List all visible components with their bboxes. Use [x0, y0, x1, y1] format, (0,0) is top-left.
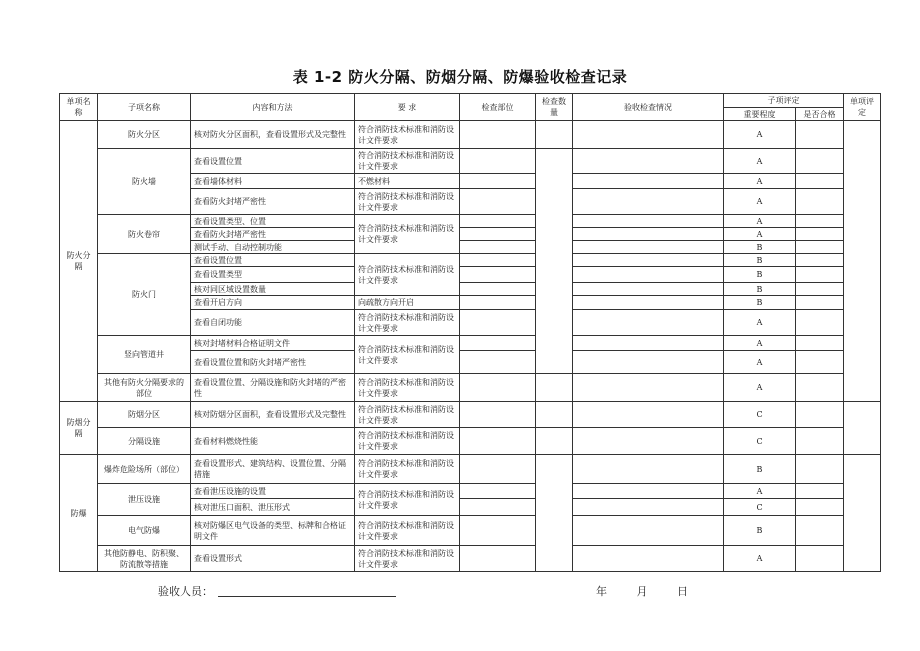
situation-cell[interactable]	[573, 267, 724, 283]
sub-fire-zone: 防火分区	[98, 121, 191, 149]
requirement-cell: 符合消防技术标准和消防设计文件要求	[355, 215, 460, 254]
location-cell[interactable]	[460, 310, 536, 336]
importance-cell: A	[724, 215, 796, 228]
importance-cell: B	[724, 455, 796, 484]
table-row	[60, 374, 881, 402]
qualified-cell[interactable]	[796, 455, 844, 484]
header-qualified: 是否合格	[796, 108, 844, 121]
content-cell: 查看设置类型	[191, 267, 355, 283]
sub-electric: 电气防爆	[98, 516, 191, 546]
importance-cell: B	[724, 254, 796, 267]
content-cell: 查看设置位置、分隔设施和防火封堵的严密性	[191, 374, 355, 402]
content-cell: 核对泄压口面积、泄压形式	[191, 499, 355, 516]
requirement-cell: 符合消防技术标准和消防设计文件要求	[355, 402, 460, 428]
location-cell[interactable]	[460, 267, 536, 283]
table-row	[60, 121, 881, 149]
content-cell: 核对防爆区电气设备的类型、标牌和合格证明文件	[191, 516, 355, 546]
content-cell: 查看防火封堵严密性	[191, 228, 355, 241]
location-cell[interactable]	[460, 516, 536, 546]
quantity-cell[interactable]	[536, 455, 573, 572]
sub-explosive-site: 爆炸危险场所（部位）	[98, 455, 191, 484]
inspection-table	[59, 93, 881, 572]
requirement-cell: 符合消防技术标准和消防设计文件要求	[355, 516, 460, 546]
location-cell[interactable]	[460, 174, 536, 189]
situation-cell[interactable]	[573, 174, 724, 189]
sub-relief: 泄压设施	[98, 484, 191, 516]
situation-cell[interactable]	[573, 546, 724, 572]
importance-cell: B	[724, 516, 796, 546]
location-cell[interactable]	[460, 336, 536, 351]
situation-cell[interactable]	[573, 189, 724, 215]
requirement-cell: 符合消防技术标准和消防设计文件要求	[355, 374, 460, 402]
requirement-cell: 符合消防技术标准和消防设计文件要求	[355, 254, 460, 296]
content-cell: 查看自闭功能	[191, 310, 355, 336]
location-cell[interactable]	[460, 215, 536, 228]
importance-cell: B	[724, 267, 796, 283]
header-importance: 重要程度	[724, 108, 796, 121]
qualified-cell[interactable]	[796, 374, 844, 402]
importance-cell: A	[724, 336, 796, 351]
content-cell: 查看材料燃烧性能	[191, 428, 355, 455]
qualified-cell[interactable]	[796, 296, 844, 310]
requirement-cell: 符合消防技术标准和消防设计文件要求	[355, 310, 460, 336]
importance-cell: A	[724, 374, 796, 402]
requirement-cell: 不燃材料	[355, 174, 460, 189]
footer	[0, 583, 920, 599]
location-cell[interactable]	[460, 402, 536, 428]
header-quantity: 检查数量	[536, 94, 573, 121]
qualified-cell[interactable]	[796, 310, 844, 336]
qualified-cell[interactable]	[796, 484, 844, 499]
content-cell: 查看开启方向	[191, 296, 355, 310]
header-sub-eval: 子项评定	[724, 94, 844, 108]
content-cell: 核对同区域设置数量	[191, 283, 355, 296]
situation-cell[interactable]	[573, 296, 724, 310]
header-location: 检查部位	[460, 94, 536, 121]
situation-cell[interactable]	[573, 228, 724, 241]
qualified-cell[interactable]	[796, 516, 844, 546]
requirement-cell: 符合消防技术标准和消防设计文件要求	[355, 428, 460, 455]
situation-cell[interactable]	[573, 351, 724, 374]
location-cell[interactable]	[460, 283, 536, 296]
importance-cell: B	[724, 296, 796, 310]
content-cell: 查看墙体材料	[191, 174, 355, 189]
situation-cell[interactable]	[573, 428, 724, 455]
location-cell[interactable]	[460, 296, 536, 310]
item-eval-cell[interactable]	[844, 402, 881, 455]
content-cell: 查看设置位置和防火封堵严密性	[191, 351, 355, 374]
qualified-cell[interactable]	[796, 254, 844, 267]
content-cell: 查看设置位置	[191, 149, 355, 174]
situation-cell[interactable]	[573, 484, 724, 499]
table-row	[60, 484, 881, 499]
importance-cell: A	[724, 174, 796, 189]
importance-cell: A	[724, 228, 796, 241]
requirement-cell: 符合消防技术标准和消防设计文件要求	[355, 455, 460, 484]
situation-cell[interactable]	[573, 283, 724, 296]
importance-cell: B	[724, 283, 796, 296]
situation-cell[interactable]	[573, 374, 724, 402]
content-cell: 查看设置形式、建筑结构、设置位置、分隔措施	[191, 455, 355, 484]
table-row	[60, 455, 881, 484]
location-cell[interactable]	[460, 499, 536, 516]
location-cell[interactable]	[460, 254, 536, 267]
situation-cell[interactable]	[573, 121, 724, 149]
importance-cell: C	[724, 402, 796, 428]
qualified-cell[interactable]	[796, 499, 844, 516]
location-cell[interactable]	[460, 351, 536, 374]
qualified-cell[interactable]	[796, 174, 844, 189]
group-fire: 防火分隔	[60, 121, 98, 402]
content-cell: 查看设置形式	[191, 546, 355, 572]
group-smoke: 防烟分隔	[60, 402, 98, 455]
header-item-eval: 单项评定	[844, 94, 881, 121]
importance-cell: A	[724, 484, 796, 499]
table-row	[60, 546, 881, 572]
quantity-cell[interactable]	[536, 121, 573, 149]
situation-cell[interactable]	[573, 516, 724, 546]
importance-cell: A	[724, 351, 796, 374]
location-cell[interactable]	[460, 455, 536, 484]
qualified-cell[interactable]	[796, 283, 844, 296]
location-cell[interactable]	[460, 228, 536, 241]
location-cell[interactable]	[460, 374, 536, 402]
location-cell[interactable]	[460, 428, 536, 455]
situation-cell[interactable]	[573, 310, 724, 336]
location-cell[interactable]	[460, 484, 536, 499]
qualified-cell[interactable]	[796, 121, 844, 149]
header-situation: 验收检查情况	[573, 94, 724, 121]
location-cell[interactable]	[460, 149, 536, 174]
sub-other-fire: 其他有防火分隔要求的部位	[98, 374, 191, 402]
situation-cell[interactable]	[573, 402, 724, 428]
sub-fire-door: 防火门	[98, 254, 191, 336]
sub-other-explosion: 其他防静电、防积聚、防流散等措施	[98, 546, 191, 572]
quantity-cell[interactable]	[536, 374, 573, 402]
qualified-cell[interactable]	[796, 402, 844, 428]
item-eval-cell[interactable]	[844, 121, 881, 402]
qualified-cell[interactable]	[796, 189, 844, 215]
sub-smoke-zone: 防烟分区	[98, 402, 191, 428]
requirement-cell: 符合消防技术标准和消防设计文件要求	[355, 121, 460, 149]
qualified-cell[interactable]	[796, 336, 844, 351]
content-cell: 查看设置类型、位置	[191, 215, 355, 228]
content-cell: 核对防烟分区面积，查看设置形式及完整性	[191, 402, 355, 428]
requirement-cell: 符合消防技术标准和消防设计文件要求	[355, 189, 460, 215]
table-row	[60, 215, 881, 228]
situation-cell[interactable]	[573, 241, 724, 254]
situation-cell[interactable]	[573, 499, 724, 516]
requirement-cell: 符合消防技术标准和消防设计文件要求	[355, 149, 460, 174]
situation-cell[interactable]	[573, 336, 724, 351]
location-cell[interactable]	[460, 121, 536, 149]
qualified-cell[interactable]	[796, 351, 844, 374]
situation-cell[interactable]	[573, 254, 724, 267]
location-cell[interactable]	[460, 189, 536, 215]
sub-shaft: 竖向管道井	[98, 336, 191, 374]
importance-cell: A	[724, 121, 796, 149]
importance-cell: B	[724, 241, 796, 254]
qualified-cell[interactable]	[796, 546, 844, 572]
qualified-cell[interactable]	[796, 228, 844, 241]
requirement-cell: 向疏散方向开启	[355, 296, 460, 310]
content-cell: 核对防火分区面积，查看设置形式及完整性	[191, 121, 355, 149]
location-cell[interactable]	[460, 241, 536, 254]
table-row	[60, 428, 881, 455]
importance-cell: A	[724, 149, 796, 174]
header-item: 单项名称	[60, 94, 98, 121]
content-cell: 查看设置位置	[191, 254, 355, 267]
situation-cell[interactable]	[573, 455, 724, 484]
sub-fire-shutter: 防火卷帘	[98, 215, 191, 254]
quantity-cell[interactable]	[536, 149, 573, 374]
qualified-cell[interactable]	[796, 215, 844, 228]
content-cell: 查看防火封堵严密性	[191, 189, 355, 215]
table-row	[60, 149, 881, 174]
table-row	[60, 402, 881, 428]
header-requirement: 要 求	[355, 94, 460, 121]
situation-cell[interactable]	[573, 215, 724, 228]
qualified-cell[interactable]	[796, 267, 844, 283]
item-eval-cell[interactable]	[844, 455, 881, 572]
table-row	[60, 254, 881, 267]
content-cell: 查看泄压设施的设置	[191, 484, 355, 499]
importance-cell: C	[724, 428, 796, 455]
header-content: 内容和方法	[191, 94, 355, 121]
qualified-cell[interactable]	[796, 428, 844, 455]
inspector-signature-line[interactable]	[218, 596, 396, 597]
importance-cell: A	[724, 546, 796, 572]
requirement-cell: 符合消防技术标准和消防设计文件要求	[355, 546, 460, 572]
header-sub-item: 子项名称	[98, 94, 191, 121]
table-row	[60, 516, 881, 546]
quantity-cell[interactable]	[536, 428, 573, 455]
date-label: 年 月 日	[596, 585, 688, 598]
sub-smoke-facility: 分隔设施	[98, 428, 191, 455]
requirement-cell: 符合消防技术标准和消防设计文件要求	[355, 336, 460, 374]
sub-fire-wall: 防火墙	[98, 149, 191, 215]
importance-cell: A	[724, 310, 796, 336]
content-cell: 测试手动、自动控制功能	[191, 241, 355, 254]
inspector-label: 验收人员：	[158, 585, 213, 598]
situation-cell[interactable]	[573, 149, 724, 174]
table-row	[60, 336, 881, 351]
quantity-cell[interactable]	[536, 402, 573, 428]
qualified-cell[interactable]	[796, 149, 844, 174]
page-title: 表 1-2 防火分隔、防烟分隔、防爆验收检查记录	[292, 68, 628, 86]
content-cell: 核对封堵材料合格证明文件	[191, 336, 355, 351]
location-cell[interactable]	[460, 546, 536, 572]
qualified-cell[interactable]	[796, 241, 844, 254]
group-explosion: 防爆	[60, 455, 98, 572]
importance-cell: A	[724, 189, 796, 215]
requirement-cell: 符合消防技术标准和消防设计文件要求	[355, 484, 460, 516]
importance-cell: C	[724, 499, 796, 516]
